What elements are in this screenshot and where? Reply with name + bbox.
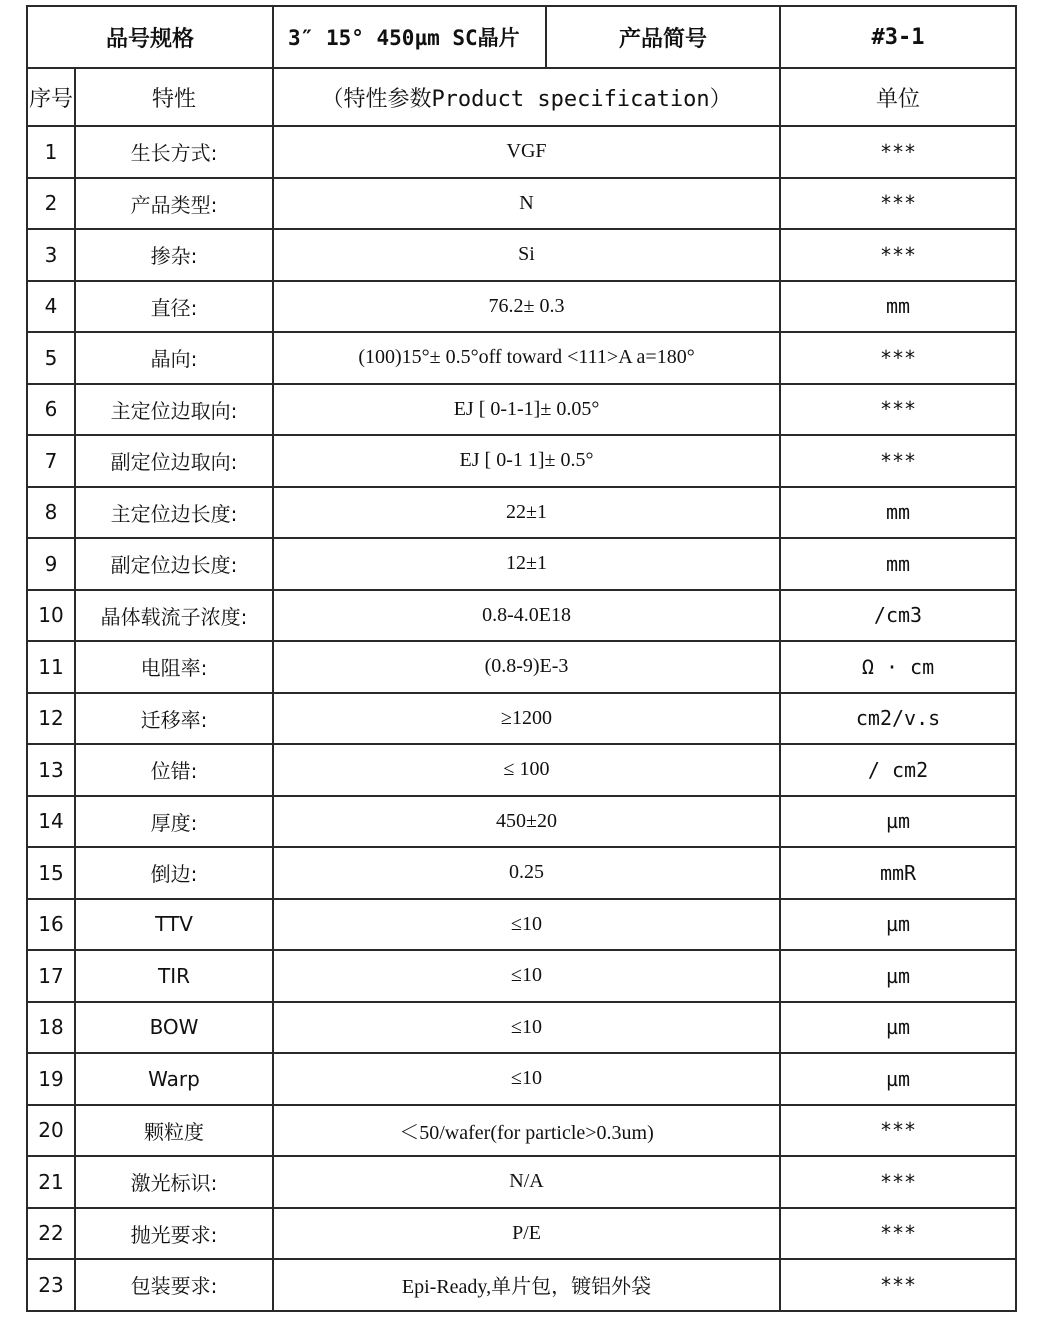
column-header-row: [27, 68, 1016, 126]
row-unit: ***: [780, 1105, 1016, 1157]
spec-table-body: [27, 6, 1016, 1311]
row-unit: ***: [780, 332, 1016, 384]
row-value: ≤10: [273, 899, 780, 951]
spec-value: 3″ 15° 450µm SC晶片: [274, 7, 547, 67]
row-unit: mm: [780, 281, 1016, 333]
table-row: [27, 487, 1016, 539]
row-value: Epi-Ready,单片包，镀铝外袋: [273, 1259, 780, 1311]
row-property: 倒边:: [75, 847, 273, 899]
row-property: 颗粒度: [75, 1105, 273, 1157]
spec-split-inner: [274, 7, 779, 67]
row-property: 主定位边取向:: [75, 384, 273, 436]
row-property: 位错:: [75, 744, 273, 796]
row-unit: mm: [780, 487, 1016, 539]
row-unit: mmR: [780, 847, 1016, 899]
row-property: 掺杂:: [75, 229, 273, 281]
row-no: 1: [27, 126, 75, 178]
row-value: ≥1200: [273, 693, 780, 745]
table-row: [27, 899, 1016, 951]
row-property: 产品类型:: [75, 178, 273, 230]
row-property: 晶向:: [75, 332, 273, 384]
row-unit: µm: [780, 899, 1016, 951]
column-unit: 单位: [780, 68, 1016, 126]
row-value: EJ [ 0-1 1]± 0.5°: [273, 435, 780, 487]
row-value: ≤ 100: [273, 744, 780, 796]
row-no: 3: [27, 229, 75, 281]
row-value: 12±1: [273, 538, 780, 590]
row-value: ＜50/wafer(for particle>0.3um): [273, 1105, 780, 1157]
row-no: 16: [27, 899, 75, 951]
spec-split-cell: [273, 6, 780, 68]
row-unit: cm2/v.s: [780, 693, 1016, 745]
row-no: 5: [27, 332, 75, 384]
table-row: [27, 1002, 1016, 1054]
row-property: 副定位边长度:: [75, 538, 273, 590]
table-row: [27, 590, 1016, 642]
row-unit: µm: [780, 1002, 1016, 1054]
row-no: 10: [27, 590, 75, 642]
row-property: 晶体载流子浓度:: [75, 590, 273, 642]
column-no: 序号: [27, 68, 75, 126]
row-unit: ***: [780, 435, 1016, 487]
table-row: [27, 1105, 1016, 1157]
table-row: [27, 641, 1016, 693]
row-value: 76.2± 0.3: [273, 281, 780, 333]
row-value: 450±20: [273, 796, 780, 848]
row-unit: /cm3: [780, 590, 1016, 642]
row-value: N/A: [273, 1156, 780, 1208]
row-no: 9: [27, 538, 75, 590]
row-no: 23: [27, 1259, 75, 1311]
code-label: 产品简号: [619, 26, 708, 52]
row-unit: ***: [780, 1156, 1016, 1208]
row-no: 20: [27, 1105, 75, 1157]
row-no: 22: [27, 1208, 75, 1260]
table-row: [27, 332, 1016, 384]
table-row: [27, 384, 1016, 436]
row-property: TTV: [75, 899, 273, 951]
row-property: 生长方式:: [75, 126, 273, 178]
row-value: Si: [273, 229, 780, 281]
row-no: 8: [27, 487, 75, 539]
table-row: [27, 435, 1016, 487]
row-value: EJ [ 0-1-1]± 0.05°: [273, 384, 780, 436]
table-row: [27, 126, 1016, 178]
row-unit: ***: [780, 384, 1016, 436]
row-property: 副定位边取向:: [75, 435, 273, 487]
row-value: 22±1: [273, 487, 780, 539]
header-row: [27, 6, 1016, 68]
row-no: 2: [27, 178, 75, 230]
row-property: 电阻率:: [75, 641, 273, 693]
row-no: 14: [27, 796, 75, 848]
row-value: (0.8-9)E-3: [273, 641, 780, 693]
column-value: （特性参数Product specification）: [273, 68, 780, 126]
row-property: 直径:: [75, 281, 273, 333]
row-value: ≤10: [273, 950, 780, 1002]
row-value: N: [273, 178, 780, 230]
row-value: VGF: [273, 126, 780, 178]
table-row: [27, 796, 1016, 848]
row-no: 6: [27, 384, 75, 436]
row-no: 7: [27, 435, 75, 487]
row-no: 21: [27, 1156, 75, 1208]
row-value: ≤10: [273, 1002, 780, 1054]
row-value: P/E: [273, 1208, 780, 1260]
row-no: 17: [27, 950, 75, 1002]
row-property: 抛光要求:: [75, 1208, 273, 1260]
row-unit: µm: [780, 796, 1016, 848]
row-unit: ***: [780, 229, 1016, 281]
row-property: 迁移率:: [75, 693, 273, 745]
row-unit: ***: [780, 1208, 1016, 1260]
row-unit: µm: [780, 1053, 1016, 1105]
table-row: [27, 538, 1016, 590]
table-row: [27, 847, 1016, 899]
spec-label: 品号规格: [27, 6, 273, 68]
row-no: 12: [27, 693, 75, 745]
table-row: [27, 1208, 1016, 1260]
row-property: 主定位边长度:: [75, 487, 273, 539]
spec-table: [26, 5, 1017, 1312]
row-value: 0.8-4.0E18: [273, 590, 780, 642]
row-property: BOW: [75, 1002, 273, 1054]
row-unit: ***: [780, 1259, 1016, 1311]
row-no: 18: [27, 1002, 75, 1054]
table-row: [27, 744, 1016, 796]
row-property: 包装要求:: [75, 1259, 273, 1311]
row-property: 厚度:: [75, 796, 273, 848]
row-no: 11: [27, 641, 75, 693]
row-unit: mm: [780, 538, 1016, 590]
table-row: [27, 693, 1016, 745]
row-unit: ***: [780, 126, 1016, 178]
row-no: 13: [27, 744, 75, 796]
row-property: TIR: [75, 950, 273, 1002]
table-row: [27, 178, 1016, 230]
row-value: (100)15°± 0.5°off toward <111>A a=180°: [273, 332, 780, 384]
table-row: [27, 1156, 1016, 1208]
table-row: [27, 281, 1016, 333]
row-unit: Ω · cm: [780, 641, 1016, 693]
table-row: [27, 229, 1016, 281]
table-row: [27, 1259, 1016, 1311]
row-unit: ***: [780, 178, 1016, 230]
column-property: 特性: [75, 68, 273, 126]
row-no: 19: [27, 1053, 75, 1105]
table-row: [27, 950, 1016, 1002]
row-no: 4: [27, 281, 75, 333]
row-value: ≤10: [273, 1053, 780, 1105]
row-unit: / cm2: [780, 744, 1016, 796]
code-value: #3-1: [780, 6, 1016, 68]
row-no: 15: [27, 847, 75, 899]
row-property: 激光标识:: [75, 1156, 273, 1208]
row-property: Warp: [75, 1053, 273, 1105]
row-unit: µm: [780, 950, 1016, 1002]
row-value: 0.25: [273, 847, 780, 899]
table-row: [27, 1053, 1016, 1105]
